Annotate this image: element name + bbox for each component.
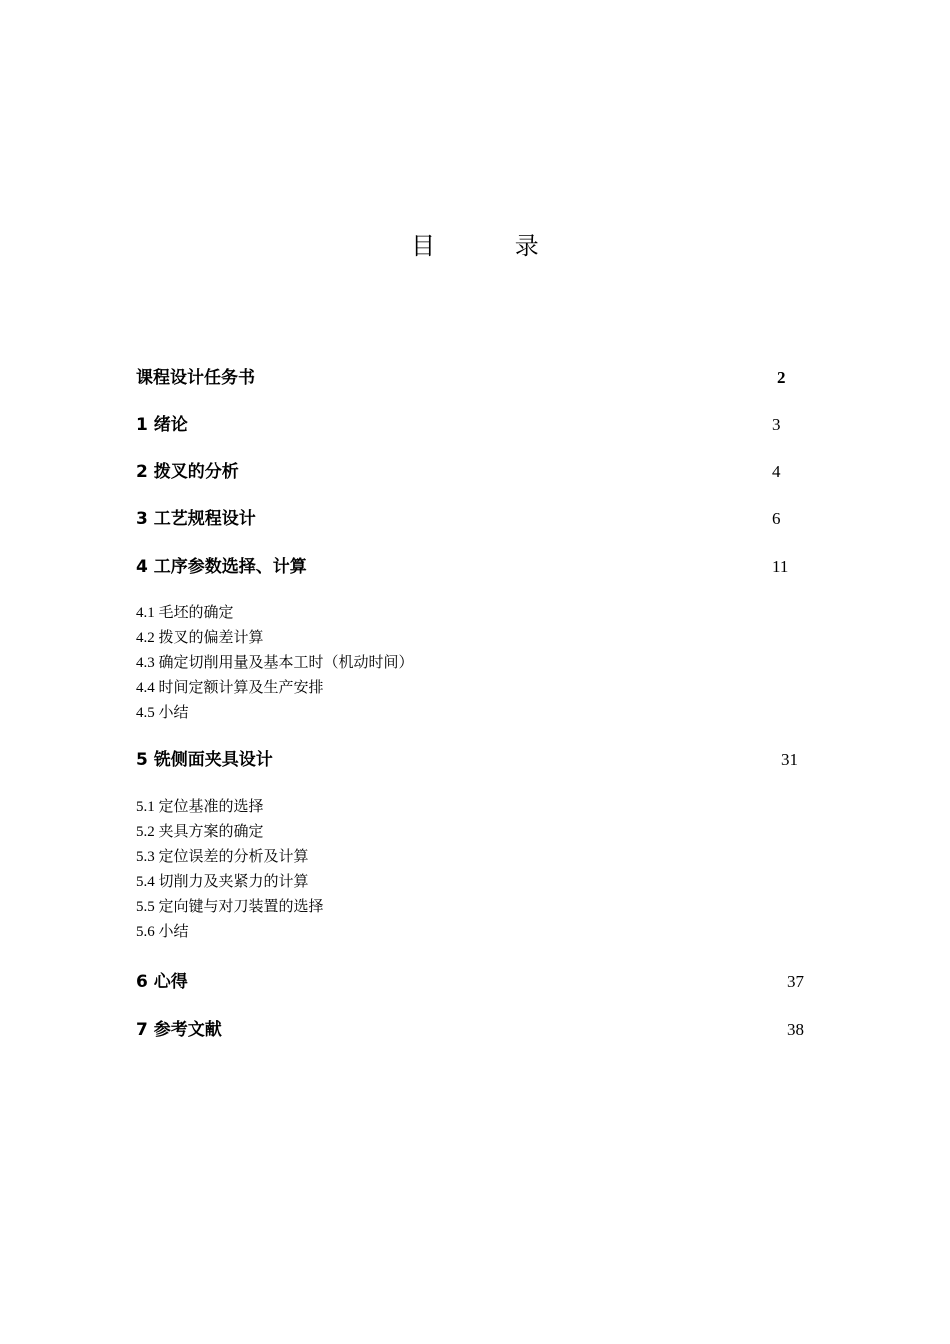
toc-entry-label: 7 参考文献 (136, 1020, 222, 1040)
toc-subentry-4-1[interactable]: 4.1 毛坯的确定 (136, 605, 234, 621)
toc-entry-page: 3 (772, 415, 781, 434)
toc-entry-label: 5 铣侧面夹具设计 (136, 750, 273, 770)
toc-subentry-5-3[interactable]: 5.3 定位误差的分析及计算 (136, 849, 309, 865)
toc-subentry-5-5[interactable]: 5.5 定向键与对刀装置的选择 (136, 899, 324, 915)
toc-entry-page: 11 (772, 557, 789, 576)
toc-entry-6[interactable] (136, 970, 804, 994)
toc-subentry-5-1[interactable]: 5.1 定位基准的选择 (136, 799, 264, 815)
toc-entry-label: 3 工艺规程设计 (136, 509, 256, 529)
toc-entry-2[interactable] (136, 460, 781, 484)
toc-entry-page: 31 (781, 750, 798, 769)
toc-entry-label: 6 心得 (136, 972, 188, 992)
toc-title: 目 录 (411, 232, 575, 260)
toc-subentry-4-2[interactable]: 4.2 拨叉的偏差计算 (136, 630, 264, 646)
toc-entry-5[interactable] (136, 748, 798, 772)
toc-entry-page: 6 (772, 509, 781, 528)
toc-entry-page: 4 (772, 462, 781, 481)
toc-entry-label: 1 绪论 (136, 415, 188, 435)
toc-subentry-4-5[interactable]: 4.5 小结 (136, 705, 189, 721)
toc-entry-task-book[interactable] (136, 366, 786, 390)
toc-subentry-5-2[interactable]: 5.2 夹具方案的确定 (136, 824, 264, 840)
section5-subsections (136, 795, 324, 945)
toc-entry-3[interactable] (136, 507, 781, 531)
toc-entry-7[interactable] (136, 1018, 804, 1042)
toc-entry-label: 2 拨叉的分析 (136, 462, 239, 482)
toc-entry-page: 2 (777, 368, 786, 387)
toc-entry-label: 课程设计任务书 (136, 368, 255, 388)
toc-subentry-5-4[interactable]: 5.4 切削力及夹紧力的计算 (136, 874, 309, 890)
toc-entry-label: 4 工序参数选择、计算 (136, 557, 307, 577)
toc-subentry-5-6[interactable]: 5.6 小结 (136, 924, 189, 940)
toc-subentry-4-3[interactable]: 4.3 确定切削用量及基本工时（机动时间） (136, 655, 414, 671)
toc-entry-4[interactable] (136, 555, 789, 579)
toc-entry-1[interactable] (136, 413, 781, 437)
toc-entry-page: 37 (787, 972, 804, 991)
section4-subsections (136, 601, 414, 726)
toc-subentry-4-4[interactable]: 4.4 时间定额计算及生产安排 (136, 680, 324, 696)
toc-entry-page: 38 (787, 1020, 804, 1039)
